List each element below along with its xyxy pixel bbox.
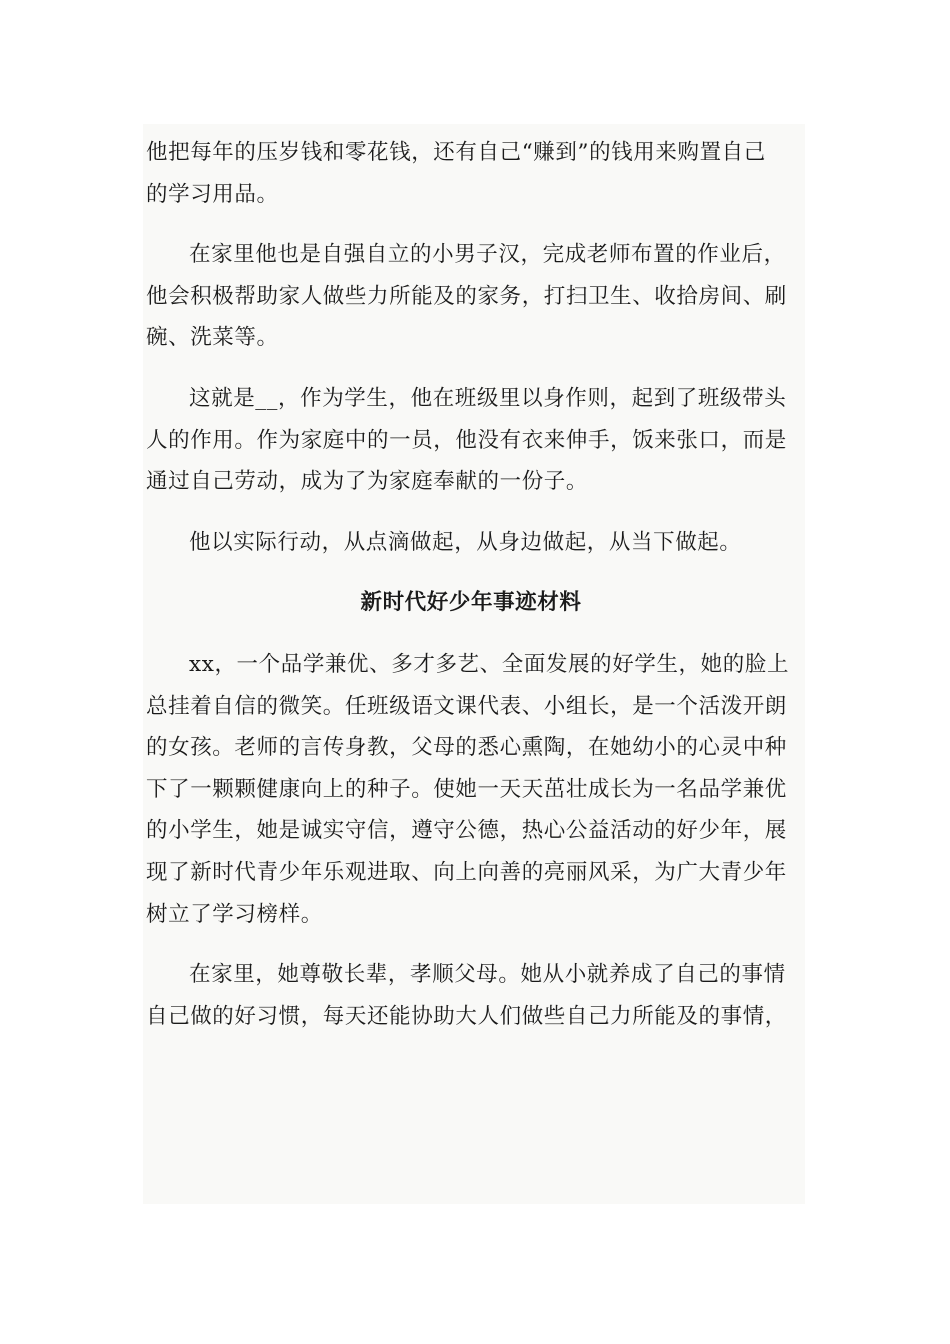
paragraph-line: 他以实际行动，从点滴做起，从身边做起，从当下做起。	[189, 529, 742, 555]
paragraph-line: xx，一个品学兼优、多才多艺、全面发展的好学生，她的脸上	[189, 651, 790, 677]
paragraph-line: 的学习用品。	[146, 181, 279, 207]
section-heading: 新时代好少年事迹材料	[360, 590, 582, 616]
paragraph-line: 他会积极帮助家人做些力所能及的家务，打扫卫生、收拾房间、刷	[146, 283, 787, 309]
document-content	[146, 132, 796, 1056]
paragraph-line: 他把每年的压岁钱和零花钱，还有自己“赚到”的钱用来购置自己	[146, 140, 766, 165]
paragraph-6	[146, 954, 796, 1037]
paragraph-2	[146, 234, 796, 359]
paragraph-5	[146, 644, 796, 935]
paragraph-line: 现了新时代青少年乐观进取、向上向善的亮丽风采，为广大青少年	[146, 859, 787, 885]
paragraph-line: 树立了学习榜样。	[146, 901, 323, 927]
paragraph-3	[146, 378, 796, 503]
paragraph-4	[146, 522, 796, 564]
paragraph-line: 在家里，她尊敬长辈，孝顺父母。她从小就养成了自己的事情	[189, 962, 786, 988]
paragraph-line: 这就是__，作为学生，他在班级里以身作则，起到了班级带头	[189, 385, 787, 411]
paragraph-line: 在家里他也是自强自立的小男子汉，完成老师布置的作业后，	[189, 242, 786, 268]
paragraph-line: 总挂着自信的微笑。任班级语文课代表、小组长，是一个活泼开朗	[146, 693, 787, 719]
paragraph-line: 碗、洗菜等。	[146, 325, 279, 351]
paragraph-line: 下了一颗颗健康向上的种子。使她一天天茁壮成长为一名品学兼优	[146, 776, 787, 802]
paragraph-line: 的小学生，她是诚实守信，遵守公德，热心公益活动的好少年，展	[146, 818, 787, 844]
paragraph-line: 的女孩。老师的言传身教，父母的悉心熏陶，在她幼小的心灵中种	[146, 735, 787, 761]
document-page	[143, 124, 805, 1204]
paragraph-line: 自己做的好习惯，每天还能协助大人们做些自己力所能及的事情，	[146, 1003, 787, 1029]
paragraph-1	[146, 132, 796, 215]
paragraph-line: 人的作用。作为家庭中的一员，他没有衣来伸手，饭来张口，而是	[146, 427, 787, 453]
paragraph-line: 通过自己劳动，成为了为家庭奉献的一份子。	[146, 469, 589, 495]
